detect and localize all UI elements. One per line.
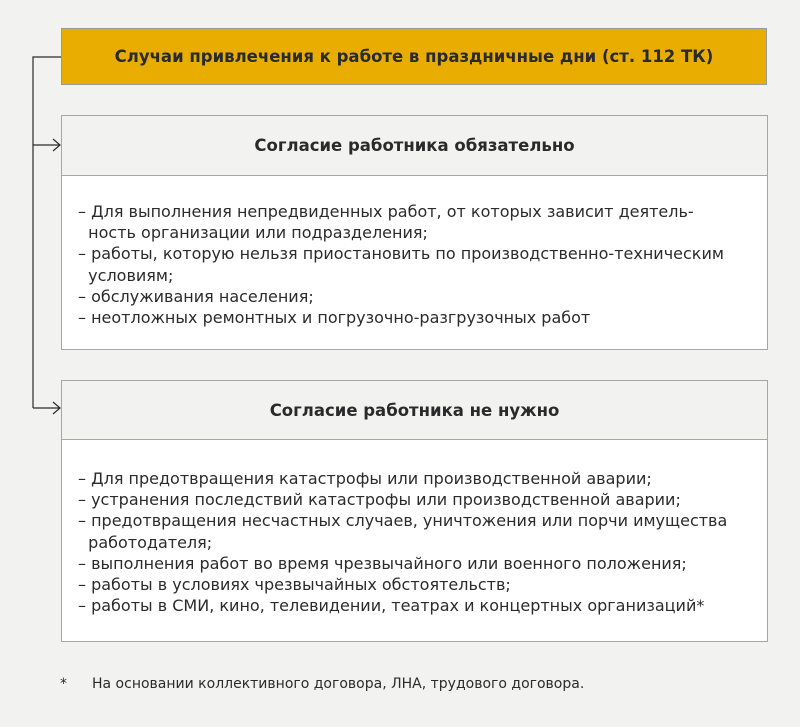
- consent-required-header: [62, 116, 767, 176]
- list-item: – выполнения работ во время чрезвычайного или военного положения;: [78, 553, 687, 573]
- list-item: – предотвращения несчастных случаев, уничтожения или порчи имущества: [78, 511, 728, 531]
- consent-not-needed-list: [62, 440, 767, 616]
- list-item: ность организации или подразделения;: [78, 223, 428, 243]
- list-item: – Для предотвращения катастрофы или производственной аварии;: [78, 469, 652, 488]
- list-item: – работы в условиях чрезвычайных обстоятельств;: [78, 575, 511, 595]
- consent-not-needed-box: [61, 380, 768, 642]
- list-item: – работы, которую нельзя приостановить по производственно-техническим: [78, 244, 724, 264]
- consent-required-box: [61, 115, 768, 350]
- connector-trunk: [33, 57, 61, 408]
- consent-not-needed-header: [62, 381, 767, 440]
- footnote-text: На основании коллективного договора, ЛНА, трудового договора.: [92, 676, 585, 692]
- consent-required-heading: Согласие работника обязательно: [254, 136, 575, 155]
- footnote: [60, 676, 584, 692]
- footnote-mark: *: [60, 676, 67, 692]
- diagram-title-text: Случаи привлечения к работе в праздничные дни (ст. 112 ТК): [114, 47, 714, 66]
- list-item: – Для выполнения непредвиденных работ, от которых зависит деятель-: [78, 202, 694, 221]
- list-item: – обслуживания населения;: [78, 286, 314, 306]
- list-item: работодателя;: [78, 532, 213, 552]
- diagram-title: [61, 28, 767, 85]
- consent-not-needed-heading: Согласие работника не нужно: [269, 400, 560, 420]
- list-item: – работы в СМИ, кино, телевидении, театрах и концертных организаций*: [78, 596, 705, 616]
- list-item: условиям;: [78, 265, 174, 285]
- list-item: – устранения последствий катастрофы или производственной аварии;: [78, 490, 681, 510]
- list-item: – неотложных ремонтных и погрузочно-разгрузочных работ: [78, 308, 591, 328]
- consent-required-list: [62, 176, 767, 328]
